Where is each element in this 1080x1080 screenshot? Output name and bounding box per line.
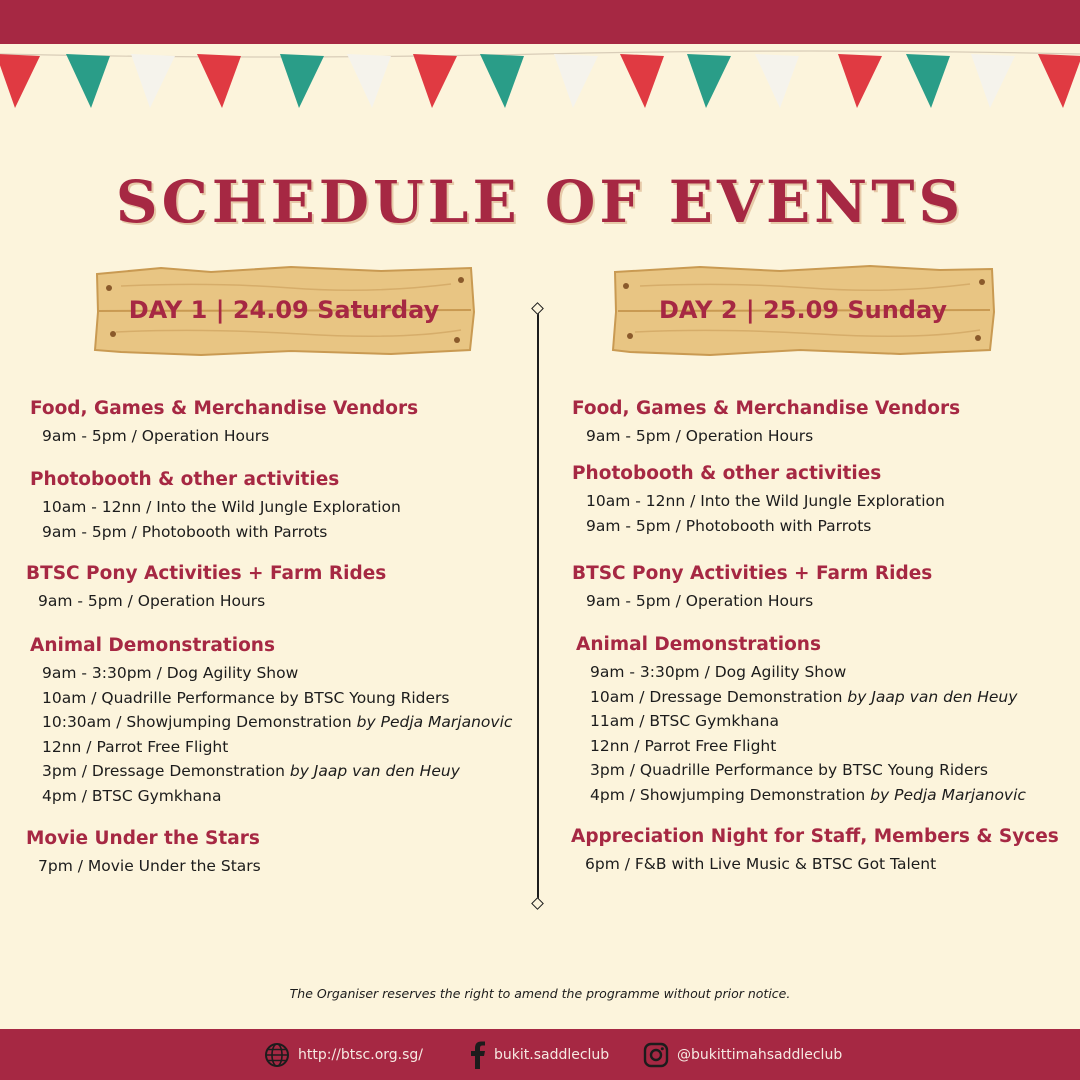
schedule-item-text: 9am - 5pm / Operation Hours (42, 427, 270, 445)
section-item-list (572, 589, 932, 614)
bunting-flag (838, 54, 882, 108)
schedule-item (42, 735, 512, 760)
section-item-list (30, 495, 401, 544)
instagram-icon (643, 1042, 669, 1068)
schedule-item-text: 6pm / F&B with Live Music & BTSC Got Talent (585, 855, 937, 873)
day1-plank-sign (91, 264, 477, 356)
section-title: BTSC Pony Activities + Farm Rides (572, 563, 933, 584)
bunting-flag (620, 54, 664, 108)
website-link[interactable] (264, 1029, 423, 1080)
schedule-item-text: 3pm / Dressage Demonstration (42, 762, 290, 780)
disclaimer-notice: The Organiser reserves the right to amend the programme without prior notice. (289, 986, 791, 1001)
section-title: Photobooth & other activities (30, 469, 340, 490)
schedule-item (590, 758, 1026, 783)
section-item-list (26, 589, 386, 614)
schedule-item (42, 710, 512, 735)
schedule-item (590, 660, 1026, 685)
schedule-item-text: 9am - 5pm / Photobooth with Parrots (42, 522, 328, 541)
schedule-item-text: 10am - 12nn / Into the Wild Jungle Exploration (586, 492, 945, 510)
schedule-item (586, 589, 932, 614)
performer-credit: by Pedja Marjanovic (870, 785, 1026, 804)
schedule-item (590, 685, 1026, 710)
performer-credit: by Jaap van den Heuy (289, 762, 460, 780)
instagram-link[interactable] (643, 1029, 842, 1080)
schedule-section (576, 634, 1026, 807)
schedule-item-text: 9am - 5pm / Operation Hours (586, 427, 814, 445)
schedule-section (30, 635, 512, 808)
schedule-item-text: 12nn / Parrot Free Flight (590, 736, 777, 755)
schedule-item (590, 709, 1026, 734)
schedule-item-text: 9am - 5pm / Operation Hours (38, 592, 266, 610)
website-text: http://btsc.org.sg/ (298, 1046, 424, 1063)
bunting-flag (755, 54, 799, 108)
schedule-section (572, 563, 932, 614)
day2-label: DAY 2 | 25.09 Sunday (658, 296, 948, 324)
day1-label: DAY 1 | 24.09 Saturday (128, 296, 440, 324)
section-title: Movie Under the Stars (26, 828, 260, 849)
bunting-flag (0, 54, 40, 108)
page-title: SCHEDULE OF EVENTS (115, 168, 965, 236)
schedule-item-text: 4pm / Showjumping Demonstration (590, 785, 871, 804)
schedule-item-text: 7pm / Movie Under the Stars (38, 857, 261, 875)
section-item-list (572, 489, 945, 538)
schedule-item (590, 734, 1026, 759)
schedule-section (572, 463, 945, 538)
bunting-flag (971, 54, 1015, 108)
schedule-section (26, 828, 261, 879)
section-item-list (30, 424, 418, 449)
column-divider (537, 309, 539, 905)
section-title: Animal Demonstrations (576, 634, 821, 655)
section-item-list (572, 424, 960, 449)
divider-bottom-diamond (531, 897, 544, 910)
section-title: Food, Games & Merchandise Vendors (572, 398, 961, 419)
bunting-flag (413, 54, 457, 108)
bunting-flag (1038, 54, 1080, 108)
section-item-list (576, 660, 1026, 807)
schedule-item (38, 854, 261, 879)
bunting-flag (66, 54, 110, 108)
schedule-item-text: 10:30am / Showjumping Demonstration (42, 713, 357, 731)
schedule-item (586, 489, 945, 514)
section-title: BTSC Pony Activities + Farm Rides (26, 563, 387, 584)
bunting-flag (280, 54, 324, 108)
schedule-item (42, 495, 401, 520)
schedule-item (42, 661, 512, 686)
bunting-flag (131, 54, 175, 108)
schedule-item-text: 10am / Quadrille Performance by BTSC Young Riders (42, 688, 450, 707)
section-title: Photobooth & other activities (572, 463, 882, 484)
schedule-item (42, 784, 512, 809)
schedule-item-text: 10am / Dressage Demonstration (590, 687, 848, 706)
section-item-list (30, 661, 512, 808)
schedule-item (585, 852, 1059, 877)
facebook-text: bukit.saddleclub (494, 1046, 610, 1063)
schedule-item (38, 589, 386, 614)
bunting-flag (347, 54, 391, 108)
schedule-item (590, 783, 1026, 808)
performer-credit: by Pedja Marjanovic (356, 713, 513, 731)
schedule-section (30, 398, 418, 449)
facebook-icon (470, 1041, 486, 1069)
schedule-item-text: 10am - 12nn / Into the Wild Jungle Exploration (42, 498, 401, 516)
section-item-list (571, 852, 1059, 877)
schedule-section (26, 563, 386, 614)
globe-icon (264, 1042, 290, 1068)
bunting-decoration (0, 36, 1080, 126)
schedule-item-text: 9am - 5pm / Photobooth with Parrots (586, 516, 872, 535)
schedule-item-text: 4pm / BTSC Gymkhana (42, 786, 222, 805)
schedule-section (571, 826, 1059, 877)
section-title: Food, Games & Merchandise Vendors (30, 398, 419, 419)
schedule-section (572, 398, 960, 449)
bunting-flag (480, 54, 524, 108)
schedule-item-text: 11am / BTSC Gymkhana (590, 712, 779, 730)
section-item-list (26, 854, 261, 879)
bunting-flag (687, 54, 731, 108)
performer-credit: by Jaap van den Heuy (847, 687, 1018, 706)
schedule-item (586, 514, 945, 539)
schedule-item-text: 9am - 5pm / Operation Hours (586, 592, 814, 610)
day2-plank-sign (610, 264, 996, 356)
bunting-flag (197, 54, 241, 108)
schedule-item (42, 520, 401, 545)
schedule-section (30, 469, 401, 544)
schedule-item-text: 12nn / Parrot Free Flight (42, 737, 229, 756)
schedule-item (42, 686, 512, 711)
schedule-item (586, 424, 960, 449)
footer-bar (0, 1029, 1080, 1080)
section-title: Appreciation Night for Staff, Members & Syces (571, 826, 1059, 847)
section-title: Animal Demonstrations (30, 635, 275, 656)
bunting-flag (554, 54, 598, 108)
schedule-item-text: 3pm / Quadrille Performance by BTSC Young Riders (590, 761, 988, 779)
bunting-flag (906, 54, 950, 108)
schedule-item-text: 9am - 3:30pm / Dog Agility Show (590, 663, 847, 681)
schedule-item-text: 9am - 3:30pm / Dog Agility Show (42, 664, 299, 682)
schedule-item (42, 759, 512, 784)
schedule-item (42, 424, 418, 449)
facebook-link[interactable] (470, 1029, 609, 1080)
divider-top-diamond (531, 302, 544, 315)
instagram-text: @bukittimahsaddleclub (677, 1046, 843, 1063)
